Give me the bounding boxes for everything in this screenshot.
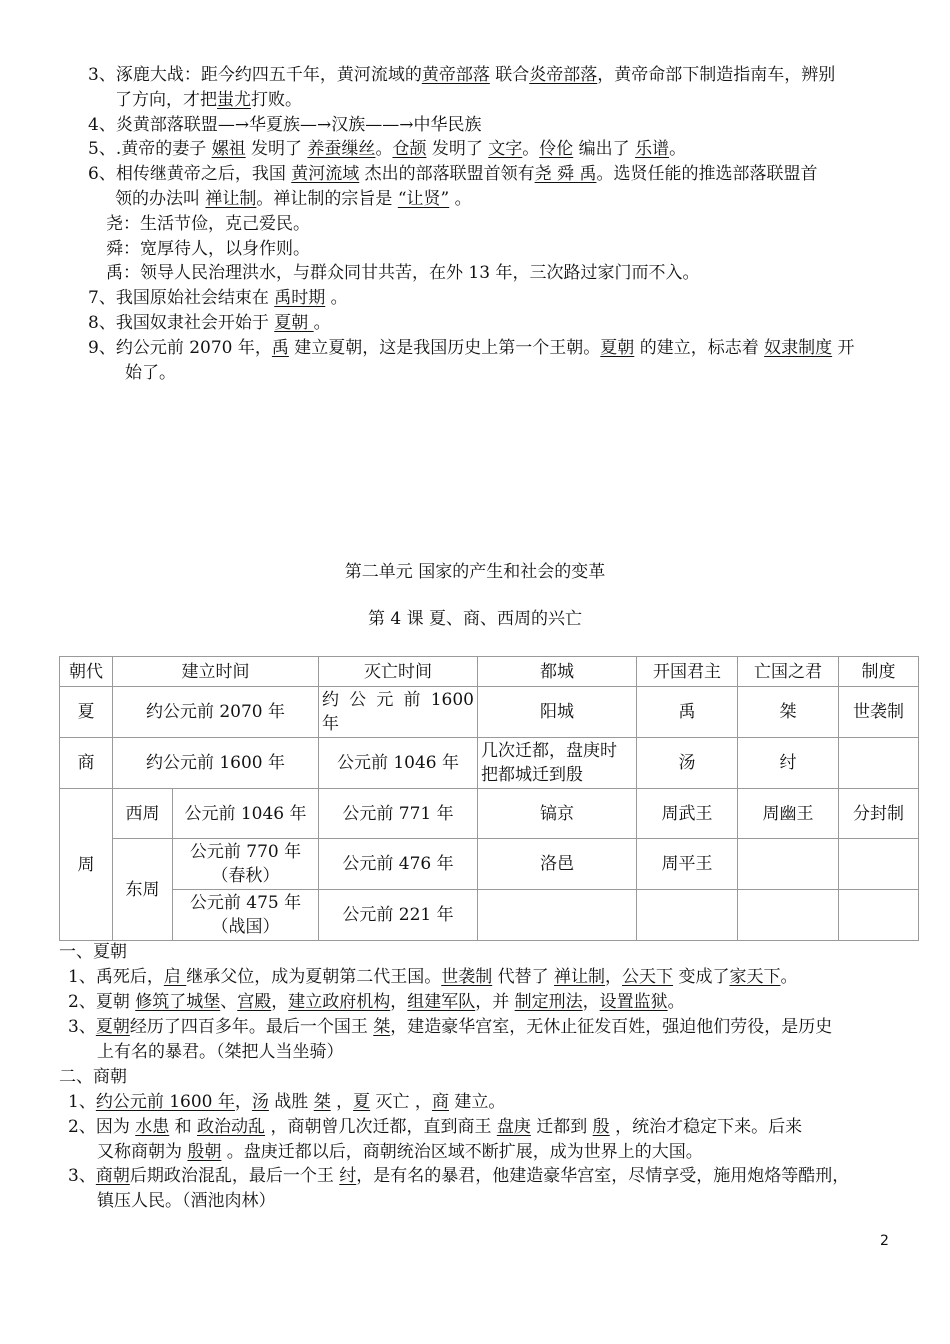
answer-xia: 夏朝 xyxy=(600,338,635,358)
answer-cangjie: 仓颉 xyxy=(392,139,427,159)
text: 。选贤任能的推选部落联盟首 xyxy=(596,164,818,184)
table-cell: 公元前 221 年 xyxy=(319,890,478,941)
table-cell: 约公元前 2070 年 xyxy=(113,687,319,738)
answer-leizu: 嫘祖 xyxy=(211,139,246,159)
text: ， xyxy=(605,967,623,987)
answer-pangeng: 盘庚 xyxy=(496,1117,531,1137)
yao-note: 尧：生活节俭，克己爱民。 xyxy=(106,214,310,234)
text: 。 xyxy=(375,139,393,159)
table-cell: 公元前 771 年 xyxy=(319,789,478,839)
answer-silk: 养蚕缫丝 xyxy=(307,139,376,159)
xia-line-1 xyxy=(68,965,797,989)
text: 9、约公元前 2070 年， xyxy=(88,338,272,358)
answer-public-realm: 公天下 xyxy=(622,967,674,987)
text: 2、夏朝 xyxy=(68,992,136,1012)
header-cell: 亡国之君 xyxy=(738,657,839,687)
answer-government: 建立政府机构 xyxy=(288,992,391,1012)
table-cell xyxy=(839,738,919,789)
text: 6、相传继黄帝之后，我国 xyxy=(88,164,292,184)
text: 发明了 xyxy=(245,139,308,159)
table-cell: 世袭制 xyxy=(839,687,919,738)
answer-army: 组建军队 xyxy=(407,992,476,1012)
item-3-line1 xyxy=(88,63,835,87)
item-8 xyxy=(88,311,331,335)
unit-title: 第二单元 国家的产生和社会的变革 xyxy=(344,562,606,582)
text: ， xyxy=(330,1092,354,1112)
answer-zhou-king: 纣 xyxy=(339,1166,357,1186)
table-cell: 镐京 xyxy=(478,789,637,839)
shang-heading: 二、商朝 xyxy=(59,1067,127,1087)
text: 5、.黄帝的妻子 xyxy=(88,139,212,159)
answer-yu: 禹 xyxy=(271,338,289,358)
table-cell: 公元前 1046 年 xyxy=(173,789,319,839)
xia-heading: 一、夏朝 xyxy=(59,942,127,962)
text: 联合 xyxy=(489,65,530,85)
table-cell xyxy=(478,890,637,941)
text: 又称商朝为 xyxy=(97,1142,188,1162)
text: 灭亡 ， xyxy=(370,1092,432,1112)
text: ，建造豪华宫室，无休止征发百姓，强迫他们劳役，是历史 xyxy=(390,1017,833,1037)
text: ，是有名的暴君，他建造豪华宫室，尽情享受，施用炮烙等酷刑， xyxy=(356,1166,850,1186)
answer-yao-shun-yu: 尧 舜 禹 xyxy=(534,164,597,184)
header-cell: 都城 xyxy=(478,657,637,687)
table-cell: 公元前 476 年 xyxy=(319,839,478,890)
text: 、 xyxy=(220,992,238,1012)
shang-line-3 xyxy=(68,1164,849,1188)
answer-yellow-river: 黄河流域 xyxy=(291,164,360,184)
text: 杰出的部落联盟首领有 xyxy=(359,164,535,184)
answer-abdication: 禅让制 xyxy=(554,967,606,987)
header-cell: 灭亡时间 xyxy=(319,657,478,687)
answer-yandi: 炎帝部落 xyxy=(529,65,598,85)
text: 的建立，标志着 xyxy=(634,338,765,358)
answer-yu-period: 禹时期 xyxy=(274,288,326,308)
text: 3、 xyxy=(68,1017,96,1037)
table-row xyxy=(60,839,919,890)
table-cell: 周平王 xyxy=(637,839,738,890)
text: 了方向，才把 xyxy=(115,90,217,110)
xia-line-2 xyxy=(68,990,685,1014)
answer-music: 乐谱 xyxy=(635,139,670,159)
text: ，并 xyxy=(475,992,515,1012)
table-cell: 商 xyxy=(60,738,113,789)
text: 和 xyxy=(169,1117,198,1137)
table-cell: 周武王 xyxy=(637,789,738,839)
answer-castles: 修筑了城堡 xyxy=(135,992,221,1012)
text: 打败。 xyxy=(251,90,302,110)
table-cell: 公元前 475 年 （战国） xyxy=(173,890,319,941)
page-number: 2 xyxy=(880,1233,889,1249)
text: 领的办法叫 xyxy=(115,189,206,209)
text: 3、涿鹿大战：距今约四五千年，黄河流域的 xyxy=(88,65,422,85)
text: ， xyxy=(234,1092,252,1112)
item-9-line1 xyxy=(88,336,855,360)
answer-huangdi: 黄帝部落 xyxy=(421,65,490,85)
answer-xia: 夏朝 xyxy=(95,1017,130,1037)
answer-prisons: 设置监狱 xyxy=(599,992,668,1012)
table-cell xyxy=(738,890,839,941)
shang-line-2 xyxy=(68,1115,802,1139)
text: 。 xyxy=(667,992,685,1012)
answer-family-realm: 家天下 xyxy=(729,967,781,987)
answer-floods: 水患 xyxy=(135,1117,170,1137)
answer-linglun: 伶伦 xyxy=(539,139,574,159)
answer-slavery: 奴隶制度 xyxy=(764,338,833,358)
xia-line-3b: 上有名的暴君。（桀把人当坐骑） xyxy=(97,1042,344,1062)
shang-line-3b: 镇压人民。（酒池肉林） xyxy=(97,1191,276,1211)
table-cell: 约公元前 1600 年 xyxy=(113,738,319,789)
shun-note: 舜：宽厚待人，以身作则。 xyxy=(106,239,310,259)
table-row xyxy=(60,890,919,941)
table-cell: 阳城 xyxy=(478,687,637,738)
answer-1600bc: 约公元前 1600 年 xyxy=(95,1092,235,1112)
item-3-line2 xyxy=(115,88,302,112)
text: ， xyxy=(271,992,289,1012)
text: 经历了四百多年。最后一个国王 xyxy=(129,1017,374,1037)
text: 。盘庚迁都以后，商朝统治区域不断扩展，成为世界上的大国。 xyxy=(221,1142,703,1162)
table-cell: 分封制 xyxy=(839,789,919,839)
text: 迁都到 xyxy=(530,1117,593,1137)
answer-yin-dynasty: 殷朝 xyxy=(187,1142,222,1162)
table-cell: 西周 xyxy=(113,789,173,839)
item-7 xyxy=(88,286,348,310)
header-cell: 制度 xyxy=(839,657,919,687)
item-9-line2: 始了。 xyxy=(125,363,176,383)
table-cell: 公元前 1046 年 xyxy=(319,738,478,789)
header-cell: 开国君主 xyxy=(637,657,738,687)
answer-penal-law: 制定刑法 xyxy=(514,992,583,1012)
text: ，商朝曾几次迁都，直到商王 xyxy=(265,1117,497,1137)
item-6-line2 xyxy=(115,187,472,211)
header-cell: 建立时间 xyxy=(113,657,319,687)
table-cell: 汤 xyxy=(637,738,738,789)
text: 变成了 xyxy=(673,967,730,987)
table-cell: 洛邑 xyxy=(478,839,637,890)
text: 1、禹死后， xyxy=(68,967,164,987)
text: 1、 xyxy=(68,1092,96,1112)
text: ， xyxy=(390,992,408,1012)
text: 战胜 xyxy=(268,1092,314,1112)
text: 建立夏朝，这是我国历史上第一个王朝。 xyxy=(288,338,601,358)
answer-shang: 商朝 xyxy=(95,1166,130,1186)
text: 后期政治混乱，最后一个王 xyxy=(129,1166,340,1186)
table-cell: 禹 xyxy=(637,687,738,738)
text: ，统治才稳定下来。后来 xyxy=(609,1117,803,1137)
table-cell: 几次迁都，盘庚时把都城迁到殷 xyxy=(478,738,637,789)
answer-writing: 文字 xyxy=(488,139,523,159)
table-cell: 周幽王 xyxy=(738,789,839,839)
table-cell: 公元前 770 年 （春秋） xyxy=(173,839,319,890)
table-cell xyxy=(839,890,919,941)
table-header-row xyxy=(60,657,919,687)
shang-line-1 xyxy=(68,1090,505,1114)
text: 建立。 xyxy=(448,1092,506,1112)
text: 继承父位，成为夏朝第二代王国。 xyxy=(186,967,442,987)
table-cell: 约 公 元 前 1600 年 xyxy=(319,687,478,738)
text: 。 xyxy=(449,189,472,209)
text: 。 xyxy=(780,967,798,987)
text: 编出了 xyxy=(573,139,636,159)
answer-hereditary: 世袭制 xyxy=(441,967,493,987)
answer-shang: 商 xyxy=(431,1092,449,1112)
text: 发明了 xyxy=(426,139,489,159)
item-6-line1 xyxy=(88,162,817,186)
xia-line-3 xyxy=(68,1015,832,1039)
text: ，黄帝命部下制造指南车，辨别 xyxy=(597,65,836,85)
answer-rangxian: “让贤” xyxy=(397,189,450,209)
answer-xia: 夏 xyxy=(353,1092,371,1112)
text: 3、 xyxy=(68,1166,96,1186)
table-cell: 夏 xyxy=(60,687,113,738)
table-cell xyxy=(637,890,738,941)
answer-chiyou: 蚩尤 xyxy=(217,90,251,110)
dynasty-table xyxy=(59,656,919,941)
text: 代替了 xyxy=(492,967,555,987)
answer-qi: 启 xyxy=(163,967,187,987)
lesson-title: 第 4 课 夏、商、西周的兴亡 xyxy=(367,609,583,629)
text: 。禅让制的宗旨是 xyxy=(256,189,398,209)
shang-line-2b xyxy=(97,1140,703,1164)
answer-jie: 桀 xyxy=(373,1017,391,1037)
table-cell: 桀 xyxy=(738,687,839,738)
table-row xyxy=(60,738,919,789)
table-row xyxy=(60,789,919,839)
answer-turmoil: 政治动乱 xyxy=(197,1117,266,1137)
answer-yin: 殷 xyxy=(592,1117,610,1137)
table-cell: 纣 xyxy=(738,738,839,789)
answer-jie: 桀 xyxy=(313,1092,331,1112)
header-cell: 朝代 xyxy=(60,657,113,687)
text: 。 xyxy=(669,139,687,159)
text: ， xyxy=(582,992,600,1012)
text: 。 xyxy=(522,139,540,159)
table-cell xyxy=(738,839,839,890)
answer-abdication: 禅让制 xyxy=(205,189,257,209)
answer-palaces: 宫殿 xyxy=(237,992,272,1012)
text: 开 xyxy=(832,338,855,358)
answer-tang: 汤 xyxy=(251,1092,269,1112)
table-row xyxy=(60,687,919,738)
table-cell: 东周 xyxy=(113,839,173,941)
table-cell: 周 xyxy=(60,789,113,941)
text: 8、我国奴隶社会开始于 xyxy=(88,313,275,333)
item-5 xyxy=(88,137,686,161)
text: 。 xyxy=(325,288,348,308)
answer-xia-dynasty: 夏朝 xyxy=(274,313,314,333)
table-cell xyxy=(839,839,919,890)
text: 。 xyxy=(313,313,331,333)
item-4: 4、炎黄部落联盟—→华夏族—→汉族——→中华民族 xyxy=(88,115,482,135)
text: 2、因为 xyxy=(68,1117,136,1137)
yu-note: 禹：领导人民治理洪水，与群众同甘共苦，在外 13 年，三次路过家门而不入。 xyxy=(106,263,700,283)
text: 7、我国原始社会结束在 xyxy=(88,288,275,308)
